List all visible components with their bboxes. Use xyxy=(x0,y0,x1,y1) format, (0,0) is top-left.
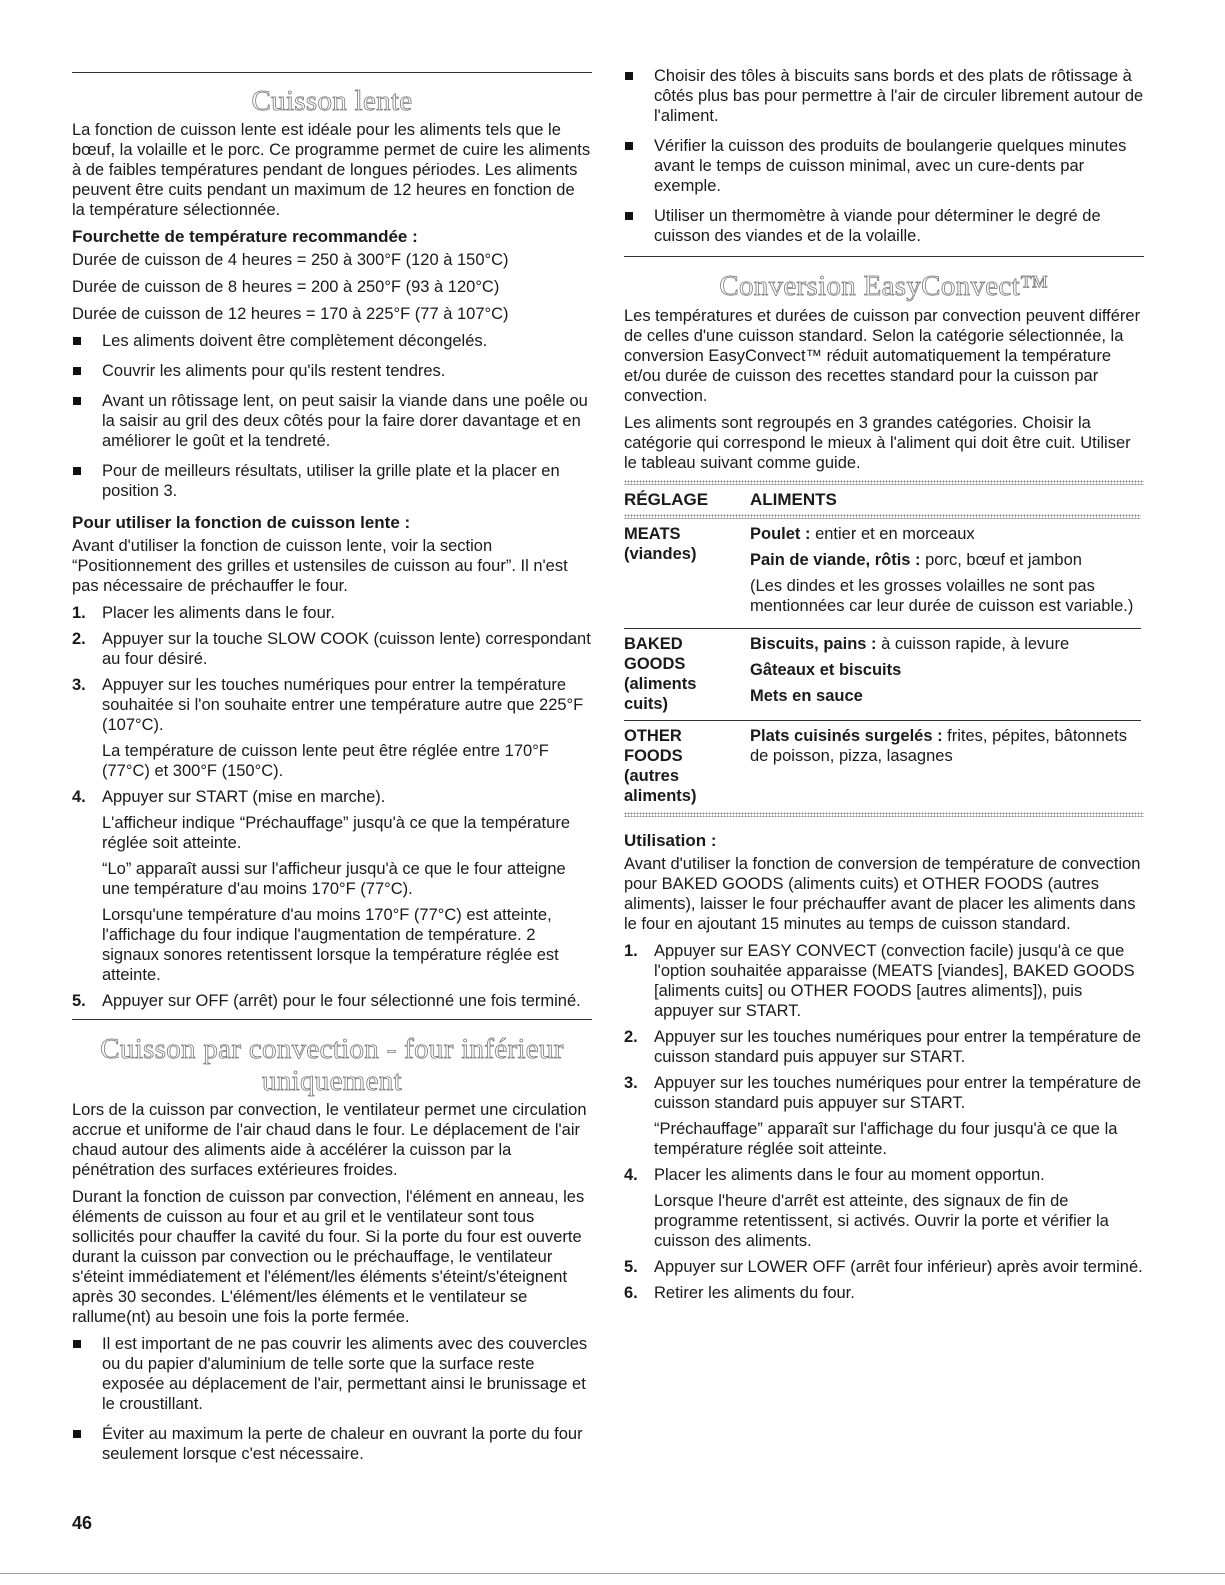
step-text: Placer les aliments dans le four au moment opportun. xyxy=(654,1166,1045,1184)
use-heading: Utilisation : xyxy=(624,831,717,850)
step-number: 4. xyxy=(72,788,86,806)
step-number: 3. xyxy=(72,676,86,694)
step-note: “Lo” apparaît aussi sur l'afficheur jusqu'à ce que le four atteigne une température d'au moins 170°F (77°C). xyxy=(102,860,566,898)
slow-cook-bullets xyxy=(72,331,592,501)
bullet-item: Couvrir les aliments pour qu'ils restent tendres. xyxy=(72,361,592,381)
food-line xyxy=(750,726,1141,766)
temp-range-item: Durée de cuisson de 12 heures = 170 à 225°F (77 à 107°C) xyxy=(72,305,509,323)
table-row xyxy=(624,519,1141,629)
section-title-easyconvect: Conversion EasyConvect™ xyxy=(719,270,1049,302)
slow-cook-use-intro: Avant d'utiliser la fonction de cuisson lente, voir la section “Positionnement des grilles et ustensiles de cuisson au four”. Il n'est pas nécessaire de préchauffer le four. xyxy=(72,537,568,595)
step-item xyxy=(72,603,592,623)
step-number: 3. xyxy=(624,1074,638,1092)
bullet-item: Avant un rôtissage lent, on peut saisir la viande dans une poêle ou la saisir au gril des deux côtés pour la faire dorer davantage et en améliorer le goût et la tendreté. xyxy=(72,391,592,451)
left-column xyxy=(72,0,592,1474)
step-text: Appuyer sur EASY CONVECT (convection facile) jusqu'à ce que l'option souhaitée apparaisse (MEATS [viandes], BAKED GOODS [aliments cuits] ou OTHER FOODS [autres aliments]), puis appuyer sur START. xyxy=(654,942,1135,1020)
food-label: Biscuits, pains : xyxy=(750,635,877,653)
convection-bullets xyxy=(72,1334,592,1464)
category-label: aliments) xyxy=(624,787,697,805)
step-number: 6. xyxy=(624,1284,638,1302)
easyconvect-paragraph: Les aliments sont regroupés en 3 grandes catégories. Choisir la catégorie qui correspond le mieux à l'aliment qui doit être cuit. Utiliser le tableau suivant comme guide. xyxy=(624,414,1131,472)
category-cell xyxy=(624,721,750,813)
step-number: 2. xyxy=(624,1028,638,1046)
section-divider xyxy=(72,1019,592,1020)
step-item xyxy=(624,1257,1144,1277)
step-text: Appuyer sur les touches numériques pour entrer la température de cuisson standard puis appuyer sur START. xyxy=(654,1028,1142,1066)
bullet-item: Il est important de ne pas couvrir les aliments avec des couvercles ou du papier d'aluminium de telle sorte que la surface reste exposée au déplacement de l'air, permettant ainsi le brunissage et le croustillant. xyxy=(72,1334,592,1414)
step-item xyxy=(72,629,592,669)
step-number: 4. xyxy=(624,1166,638,1184)
step-number: 1. xyxy=(624,942,638,960)
step-note: Lorsqu'une température d'au moins 170°F (77°C) est atteinte, l'affichage du four indique l'augmentation de température. 2 signaux sonores retentissent lorsque la température réglée est atteinte. xyxy=(102,906,559,984)
table-header-setting: RÉGLAGE xyxy=(624,490,709,509)
section-title-convection xyxy=(72,1033,592,1097)
food-line xyxy=(750,550,1141,570)
table-header-foods: ALIMENTS xyxy=(750,490,837,509)
food-line xyxy=(750,524,1141,544)
use-intro: Avant d'utiliser la fonction de conversion de température de convection pour BAKED GOODS (aliments cuits) et OTHER FOODS (autres aliments), laisser le four préchauffer avant de placer les aliments dans le four en ajoutant 15 minutes au temps de cuisson standard. xyxy=(624,855,1141,933)
step-note: “Préchauffage” apparaît sur l'affichage du four jusqu'à ce que la température réglée soit atteinte. xyxy=(654,1120,1118,1158)
category-label: OTHER xyxy=(624,727,682,745)
category-label: (viandes) xyxy=(624,545,697,563)
step-text: Appuyer sur LOWER OFF (arrêt four inférieur) après avoir terminé. xyxy=(654,1258,1143,1276)
temp-range-item: Durée de cuisson de 8 heures = 200 à 250°F (93 à 120°C) xyxy=(72,278,500,296)
step-text: Appuyer sur les touches numériques pour entrer la température de cuisson standard puis appuyer sur START. xyxy=(654,1074,1142,1112)
step-item xyxy=(624,941,1144,1021)
table-row xyxy=(624,721,1141,813)
step-text: Appuyer sur START (mise en marche). xyxy=(102,788,386,806)
food-text: entier et en morceaux xyxy=(810,525,975,543)
food-label: Gâteaux et biscuits xyxy=(750,661,902,679)
bullet-item: Pour de meilleurs résultats, utiliser la grille plate et la placer en position 3. xyxy=(72,461,592,501)
step-text: Appuyer sur la touche SLOW COOK (cuisson lente) correspondant au four désiré. xyxy=(102,630,591,668)
foods-cell xyxy=(750,629,1141,721)
table-bottom-border xyxy=(624,812,1144,817)
food-line xyxy=(750,686,1141,706)
easyconvect-steps xyxy=(624,941,1144,1303)
convection-paragraph: Lors de la cuisson par convection, le ventilateur permet une circulation accrue et uniforme de l'air chaud dans le four. Le déplacement de l'air chaud autour des aliments aide à accélérer la cuisson par la pénétration des surfaces extérieures froides. xyxy=(72,1101,587,1179)
convection-tips-bullets xyxy=(624,66,1144,246)
table-row xyxy=(624,629,1141,721)
bullet-item: Les aliments doivent être complètement décongelés. xyxy=(72,331,592,351)
food-text: à cuisson rapide, à levure xyxy=(876,635,1070,653)
bullet-item: Choisir des tôles à biscuits sans bords et des plats de rôtissage à côtés plus bas pour permettre à l'air de circuler librement autour de l'aliment. xyxy=(624,66,1144,126)
bullet-item: Éviter au maximum la perte de chaleur en ouvrant la porte du four seulement lorsque c'est nécessaire. xyxy=(72,1424,592,1464)
convection-paragraph: Durant la fonction de cuisson par convection, l'élément en anneau, les éléments de cuisson au four et au gril et le ventilateur sont tous sollicités pour chauffer la cavité du four. Si la porte du four est ouverte durant la cuisson par convection ou le préchauffage, le ventilateur s'éteint immédiatement et l'élément/les éléments s'éteint/s'éteignent après 30 secondes. L'élément/les éléments et le ventilateur se rallume(nt) au besoin une fois la porte fermée. xyxy=(72,1188,585,1326)
category-table xyxy=(624,485,1141,812)
easyconvect-paragraph: Les températures et durées de cuisson par convection peuvent différer de celles d'une cuisson standard. Selon la catégorie sélectionnée, la conversion EasyConvect™ réduit automatiquement la température et/ou durée de cuisson des recettes standard pour la cuisson par convection. xyxy=(624,307,1141,405)
category-cell xyxy=(624,519,750,629)
foods-cell xyxy=(750,721,1141,813)
category-label: FOODS xyxy=(624,747,683,765)
step-note: Lorsque l'heure d'arrêt est atteinte, des signaux de fin de programme retentissent, si activés. Ouvrir la porte et vérifier la cuisson des aliments. xyxy=(654,1192,1109,1250)
step-text: Retirer les aliments du four. xyxy=(654,1284,855,1302)
step-text: Appuyer sur OFF (arrêt) pour le four sélectionné une fois terminé. xyxy=(102,992,581,1010)
step-item xyxy=(624,1027,1144,1067)
step-number: 1. xyxy=(72,604,86,622)
section-divider xyxy=(72,72,592,73)
step-item xyxy=(72,675,592,781)
category-label: (autres xyxy=(624,767,680,785)
category-label: cuits) xyxy=(624,695,669,713)
food-label: Pain de viande, rôtis : xyxy=(750,551,921,569)
step-item xyxy=(72,787,592,985)
step-text: Placer les aliments dans le four. xyxy=(102,604,335,622)
category-label: MEATS xyxy=(624,525,681,543)
category-label: BAKED xyxy=(624,635,683,653)
step-note: L'afficheur indique “Préchauffage” jusqu'à ce que la température réglée soit atteinte. xyxy=(102,814,570,852)
step-note: La température de cuisson lente peut être réglée entre 170°F (77°C) et 300°F (150°C). xyxy=(102,742,549,780)
food-label: Plats cuisinés surgelés : xyxy=(750,727,943,745)
food-line xyxy=(750,660,1141,680)
food-text: frites, pépites, bâtonnets de poisson, pizza, lasagnes xyxy=(750,727,1127,765)
step-item xyxy=(624,1283,1144,1303)
food-label: Poulet : xyxy=(750,525,811,543)
section-title-line: uniquement xyxy=(262,1065,402,1097)
section-divider xyxy=(624,256,1144,257)
food-line xyxy=(750,634,1141,654)
step-item xyxy=(72,991,592,1011)
food-label: Mets en sauce xyxy=(750,687,863,705)
right-column xyxy=(624,0,1144,1309)
step-number: 5. xyxy=(624,1258,638,1276)
section-title-slow-cook: Cuisson lente xyxy=(251,85,413,117)
section-title-line: Cuisson par convection - four inférieur xyxy=(100,1033,564,1065)
temp-range-item: Durée de cuisson de 4 heures = 250 à 300°F (120 à 150°C) xyxy=(72,251,509,269)
category-label: GOODS xyxy=(624,655,686,673)
page-number: 46 xyxy=(72,1513,93,1533)
step-number: 2. xyxy=(72,630,86,648)
foods-cell xyxy=(750,519,1141,629)
bullet-item: Vérifier la cuisson des produits de boulangerie quelques minutes avant le temps de cuisson minimal, avec un cure-dents par exemple. xyxy=(624,136,1144,196)
slow-cook-use-heading: Pour utiliser la fonction de cuisson lente : xyxy=(72,513,411,532)
food-text: porc, bœuf et jambon xyxy=(920,551,1082,569)
step-text: Appuyer sur les touches numériques pour entrer la température souhaitée si l'on souhaite entrer une température autre que 225°F (107°C). xyxy=(102,676,584,734)
step-item xyxy=(624,1165,1144,1251)
food-line xyxy=(750,576,1141,616)
page-bottom-rule xyxy=(0,1573,1225,1574)
slow-cook-steps xyxy=(72,603,592,1011)
slow-cook-intro: La fonction de cuisson lente est idéale pour les aliments tels que le bœuf, la volaille et le porc. Ce programme permet de cuire les aliments à de faibles températures pendant de longues périodes. Les aliments peuvent être cuits pendant un maximum de 12 heures en fonction de la température sélectionnée. xyxy=(72,121,591,219)
temp-range-list xyxy=(72,250,592,324)
step-number: 5. xyxy=(72,992,86,1010)
temp-range-heading: Fourchette de température recommandée : xyxy=(72,227,418,246)
step-item xyxy=(624,1073,1144,1159)
food-text: (Les dindes et les grosses volailles ne sont pas mentionnées car leur durée de cuisson est variable.) xyxy=(750,577,1134,615)
bullet-item: Utiliser un thermomètre à viande pour déterminer le degré de cuisson des viandes et de la volaille. xyxy=(624,206,1144,246)
category-cell xyxy=(624,629,750,721)
category-label: (aliments xyxy=(624,675,697,693)
